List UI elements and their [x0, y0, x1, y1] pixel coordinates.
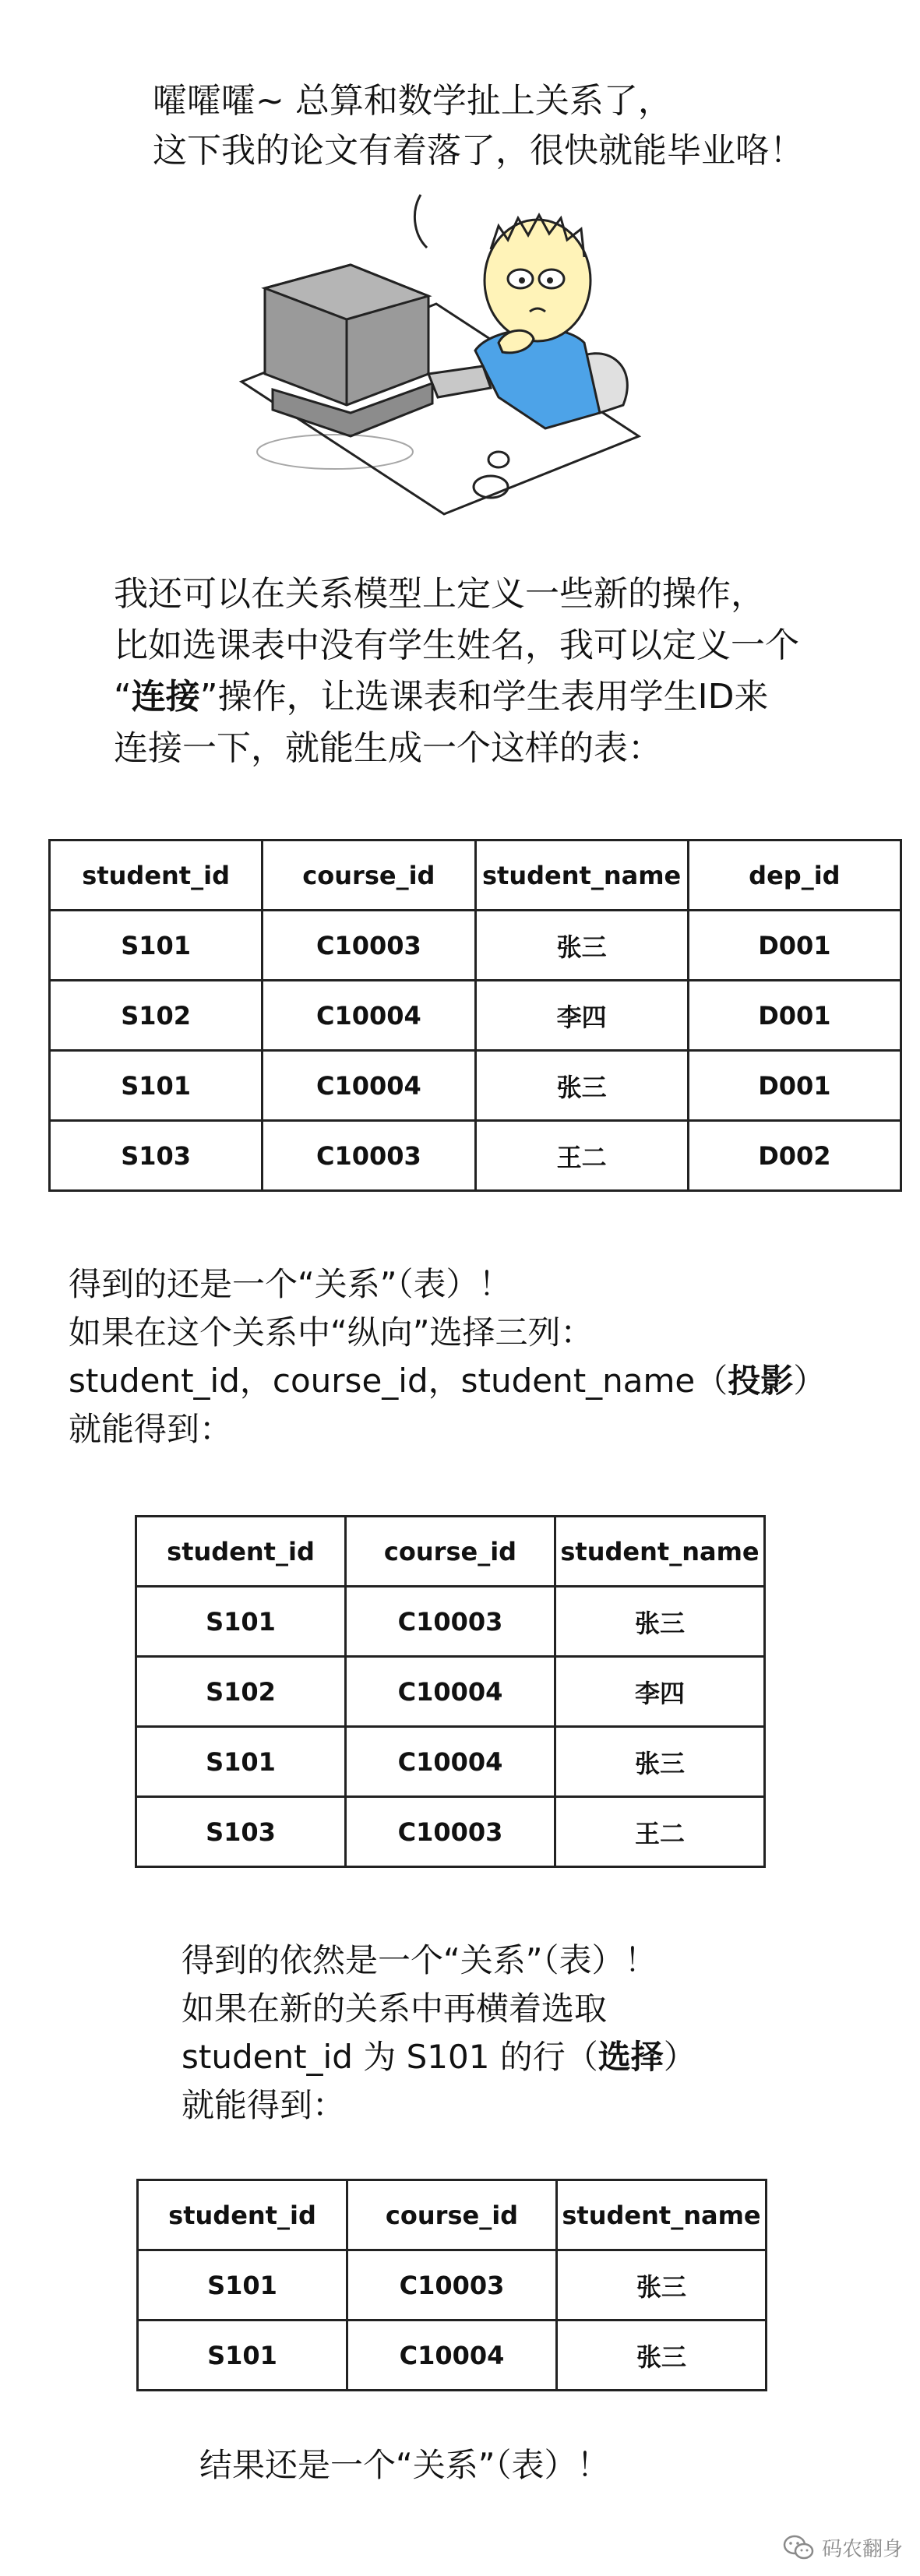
column-header: student_name — [475, 840, 688, 911]
table-row — [136, 1657, 765, 1727]
joined-table — [48, 839, 902, 1192]
join-line-3: “连接”操作，让选课表和学生表用学生ID来 — [114, 677, 769, 717]
selection-line-3: student_id 为 S101 的行（选择） — [182, 2038, 696, 2076]
table-row — [50, 981, 901, 1051]
table-cell: 张三 — [475, 911, 688, 981]
column-header: student_name — [555, 1517, 765, 1587]
table-cell: S101 — [138, 2250, 347, 2321]
table-cell: S101 — [136, 1587, 346, 1657]
table-cell: 张三 — [475, 1051, 688, 1121]
join-keyword: 连接 — [131, 677, 200, 717]
selection-keyword: 选择 — [597, 2038, 664, 2076]
table-row — [138, 2321, 767, 2391]
table-cell: S102 — [50, 981, 263, 1051]
column-header: student_id — [136, 1517, 346, 1587]
table-cell: S102 — [136, 1657, 346, 1727]
intro-speech — [153, 76, 804, 176]
table-row — [138, 2250, 767, 2321]
column-header: course_id — [346, 1517, 555, 1587]
table-cell: D001 — [688, 1051, 901, 1121]
column-header: student_id — [138, 2180, 347, 2250]
intro-line-1: 嚯嚯嚯~ 总算和数学扯上关系了， — [153, 81, 672, 121]
table-cell: S103 — [50, 1121, 263, 1191]
table-row — [50, 1051, 901, 1121]
table-cell: S101 — [138, 2321, 347, 2391]
table-cell: 李四 — [555, 1657, 765, 1727]
table-cell: C10003 — [263, 1121, 475, 1191]
projection-explanation — [69, 1260, 826, 1454]
table-cell: C10003 — [347, 2250, 557, 2321]
table-cell: C10004 — [263, 981, 475, 1051]
projected-table — [135, 1515, 766, 1868]
selection-line-2: 如果在新的关系中再横着选取 — [182, 1989, 608, 2028]
selected-table — [136, 2179, 767, 2391]
table-header-row — [50, 840, 901, 911]
table-cell: D002 — [688, 1121, 901, 1191]
table-cell: S101 — [136, 1727, 346, 1797]
selection-line-1: 得到的依然是一个“关系”（表）！ — [182, 1941, 657, 1979]
column-header: course_id — [263, 840, 475, 911]
projection-keyword: 投影 — [728, 1362, 794, 1400]
table-cell: S103 — [136, 1797, 346, 1867]
table-row — [50, 1121, 901, 1191]
projection-line-3: student_id，course_id，student_name（投影） — [69, 1362, 827, 1400]
table-cell: C10004 — [346, 1657, 555, 1727]
projection-line-4: 就能得到： — [69, 1410, 233, 1448]
table-row — [136, 1727, 765, 1797]
table-cell: S101 — [50, 1051, 263, 1121]
wechat-icon — [783, 2535, 814, 2561]
table-cell: D001 — [688, 911, 901, 981]
table-cell: 王二 — [555, 1797, 765, 1867]
join-explanation — [114, 569, 799, 774]
table-cell: D001 — [688, 981, 901, 1051]
table-row — [136, 1587, 765, 1657]
table-cell: 王二 — [475, 1121, 688, 1191]
table-row — [50, 911, 901, 981]
table-cell: C10004 — [346, 1727, 555, 1797]
join-line-4: 连接一下，就能生成一个这样的表： — [114, 728, 662, 768]
join-line-1: 我还可以在关系模型上定义一些新的操作， — [114, 574, 765, 614]
selection-explanation — [182, 1936, 696, 2130]
table-cell: 李四 — [475, 981, 688, 1051]
table-cell: C10003 — [263, 911, 475, 981]
projection-line-2: 如果在这个关系中“纵向”选择三列： — [69, 1313, 594, 1351]
column-header: dep_id — [688, 840, 901, 911]
table-cell: 张三 — [555, 1727, 765, 1797]
column-header: student_id — [50, 840, 263, 911]
column-header: student_name — [557, 2180, 767, 2250]
table-cell: C10004 — [347, 2321, 557, 2391]
join-line-2: 比如选课表中没有学生姓名，我可以定义一个 — [114, 625, 799, 665]
table-cell: S101 — [50, 911, 263, 981]
table-row — [136, 1797, 765, 1867]
intro-line-2: 这下我的论文有着落了，很快就能毕业咯！ — [153, 131, 804, 171]
table-cell: 张三 — [555, 1587, 765, 1657]
table-cell: 张三 — [557, 2250, 767, 2321]
table-cell: C10003 — [346, 1587, 555, 1657]
watermark-text: 码农翻身 — [821, 2538, 903, 2561]
boy-at-computer-illustration — [234, 179, 670, 537]
selection-line-4: 就能得到： — [182, 2086, 346, 2124]
table-cell: C10003 — [346, 1797, 555, 1867]
table-header-row — [138, 2180, 767, 2250]
column-header: course_id — [347, 2180, 557, 2250]
watermark — [783, 2533, 903, 2562]
projection-line-1: 得到的还是一个“关系”（表）！ — [69, 1265, 512, 1303]
table-cell: 张三 — [557, 2321, 767, 2391]
table-header-row — [136, 1517, 765, 1587]
conclusion-text: 结果还是一个“关系”（表）！ — [199, 2446, 610, 2484]
table-cell: C10004 — [263, 1051, 475, 1121]
